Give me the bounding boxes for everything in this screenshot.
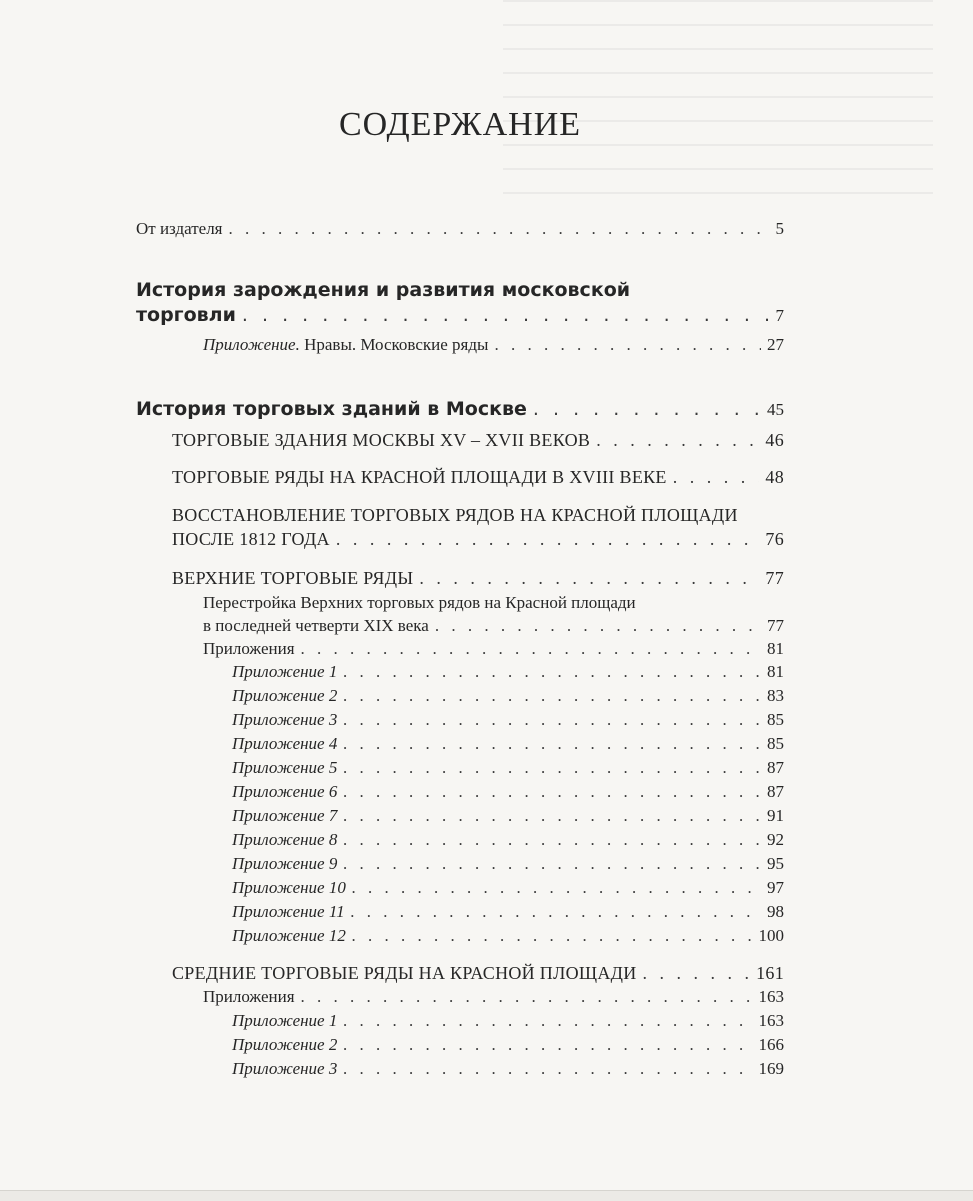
toc-entry-page: 85 <box>767 734 784 753</box>
toc-entry-trade-history[interactable] <box>136 303 784 328</box>
leader-dots <box>336 527 760 551</box>
toc-entry-label: От издателя <box>136 219 223 238</box>
toc-entry-appendix-5[interactable] <box>232 756 784 780</box>
leader-dots <box>343 1057 752 1081</box>
toc-entry-page: 87 <box>767 782 784 801</box>
toc-entry-appendix-6[interactable] <box>232 780 784 804</box>
toc-entry-label: Приложение 10 <box>232 878 346 897</box>
toc-entry-appendix-11[interactable] <box>232 900 784 924</box>
leader-dots <box>643 961 751 985</box>
toc-entry-page: 87 <box>767 758 784 777</box>
toc-entry-appendix-9[interactable] <box>232 852 784 876</box>
leader-dots <box>352 924 753 948</box>
leader-dots <box>419 566 759 590</box>
toc-entry-label: Приложение 9 <box>232 854 338 873</box>
toc-entry-page: 91 <box>767 806 784 825</box>
toc-entry-middle-appendix-1[interactable] <box>232 1009 784 1033</box>
toc-entry-page: 27 <box>767 335 784 354</box>
toc-entry-appendices-middle[interactable] <box>203 985 784 1009</box>
toc-entry-label: Приложение 1 <box>232 662 338 681</box>
leader-dots <box>343 1033 752 1057</box>
toc-entry-label: Приложение 2 <box>232 1035 338 1054</box>
toc-entry-page: 77 <box>765 568 784 588</box>
toc-entry-page: 85 <box>767 710 784 729</box>
toc-entry-restoration[interactable] <box>172 527 784 551</box>
toc-entry-label: ТОРГОВЫЕ РЯДЫ НА КРАСНОЙ ПЛОЩАДИ В XVIII ВЕКЕ <box>172 467 667 487</box>
toc-entry-appendix-8[interactable] <box>232 828 784 852</box>
toc-entry-page: 163 <box>758 987 784 1006</box>
leader-dots <box>494 333 761 357</box>
leader-dots <box>533 397 761 421</box>
toc-entry-page: 5 <box>775 219 784 238</box>
toc-entry-label: ВЕРХНИЕ ТОРГОВЫЕ РЯДЫ <box>172 568 414 588</box>
toc-entry-page: 98 <box>767 902 784 921</box>
toc-entry-page: 97 <box>767 878 784 897</box>
leader-dots <box>343 684 761 708</box>
toc-entry-label: СРЕДНИЕ ТОРГОВЫЕ РЯДЫ НА КРАСНОЙ ПЛОЩАДИ <box>172 963 637 983</box>
toc-entry-page: 77 <box>767 616 784 635</box>
toc-entry-label: Нравы. Московские ряды <box>304 335 489 354</box>
toc-heading-trade-history-line1 <box>136 277 756 303</box>
leader-dots <box>343 1009 752 1033</box>
toc-entry-label: Приложение 4 <box>232 734 338 753</box>
toc-entry-appendix-4[interactable] <box>232 732 784 756</box>
leader-dots <box>352 876 761 900</box>
toc-entry-page: 92 <box>767 830 784 849</box>
toc-entry-label-line1: История зарождения и развития московской <box>136 279 631 301</box>
toc-entry-label-line1: ВОССТАНОВЛЕНИЕ ТОРГОВЫХ РЯДОВ НА КРАСНОЙ ПЛОЩАДИ <box>172 505 738 525</box>
toc-entry-page: 161 <box>756 963 784 983</box>
leader-dots <box>343 708 761 732</box>
toc-entry-rebuilding-line1 <box>203 591 763 615</box>
toc-entry-appendices-upper[interactable] <box>203 637 784 661</box>
toc-entry-page: 163 <box>758 1011 784 1030</box>
toc-entry-page: 100 <box>758 926 784 945</box>
toc-entry-middle-rows[interactable] <box>172 961 784 985</box>
toc-entry-buildings-xv-xvii[interactable] <box>172 428 784 452</box>
toc-entry-rebuilding[interactable] <box>203 614 784 638</box>
toc-entry-label: ТОРГОВЫЕ ЗДАНИЯ МОСКВЫ XV – XVII ВЕКОВ <box>172 430 591 450</box>
toc-entry-label: Приложение 1 <box>232 1011 338 1030</box>
page-edge <box>0 1190 973 1201</box>
toc-entry-page: 81 <box>767 662 784 681</box>
toc-entry-page: 45 <box>767 400 784 419</box>
toc-entry-label-line2: в последней четверти XIX века <box>203 616 429 635</box>
leader-dots <box>343 828 761 852</box>
toc-entry-label-line2: торговли <box>136 304 236 326</box>
leader-dots <box>343 780 761 804</box>
toc-entry-label: Приложения <box>203 639 295 658</box>
toc-entry-rows-xviii[interactable] <box>172 465 784 489</box>
toc-entry-appendix-morals[interactable] <box>203 333 784 357</box>
toc-entry-appendix-7[interactable] <box>232 804 784 828</box>
toc-entry-page: 81 <box>767 639 784 658</box>
leader-dots <box>351 900 761 924</box>
toc-entry-middle-appendix-2[interactable] <box>232 1033 784 1057</box>
toc-entry-label: Приложение 6 <box>232 782 338 801</box>
leader-dots <box>673 465 760 489</box>
page-title: СОДЕРЖАНИЕ <box>338 106 582 143</box>
toc-entry-upper-rows[interactable] <box>172 566 784 590</box>
show-through-text <box>503 0 933 200</box>
toc-entry-page: 76 <box>765 529 784 549</box>
toc-entry-label: Приложение 2 <box>232 686 338 705</box>
leader-dots <box>343 660 761 684</box>
leader-dots <box>343 804 761 828</box>
leader-dots <box>343 852 761 876</box>
leader-dots <box>301 637 761 661</box>
toc-entry-middle-appendix-3[interactable] <box>232 1057 784 1081</box>
toc-entry-label: Приложение 3 <box>232 710 338 729</box>
toc-entry-label: Приложение 12 <box>232 926 346 945</box>
toc-entry-page: 95 <box>767 854 784 873</box>
toc-entry-appendix-1[interactable] <box>232 660 784 684</box>
toc-entry-label: Приложения <box>203 987 295 1006</box>
toc-entry-label: История торговых зданий в Москве <box>136 398 527 420</box>
toc-entry-label-line1: Перестройка Верхних торговых рядов на Красной площади <box>203 593 636 612</box>
toc-entry-page: 7 <box>775 306 784 325</box>
toc-entry-page: 169 <box>758 1059 784 1078</box>
leader-dots <box>301 985 753 1009</box>
toc-entry-appendix-2[interactable] <box>232 684 784 708</box>
toc-entry-appendix-12[interactable] <box>232 924 784 948</box>
leader-dots <box>343 732 761 756</box>
toc-entry-prefix: Приложение. <box>203 335 300 354</box>
toc-entry-label: Приложение 11 <box>232 902 345 921</box>
toc-entry-restoration-line1 <box>172 503 772 527</box>
toc-entry-label: Приложение 8 <box>232 830 338 849</box>
toc-entry-label: Приложение 5 <box>232 758 338 777</box>
toc-entry-label-line2: ПОСЛЕ 1812 ГОДА <box>172 529 330 549</box>
toc-entry-label: Приложение 3 <box>232 1059 338 1078</box>
leader-dots <box>435 614 761 638</box>
toc-entry-buildings-history[interactable] <box>136 397 784 422</box>
leader-dots <box>229 217 770 241</box>
toc-entry-from-publisher[interactable] <box>136 217 784 241</box>
toc-entry-page: 48 <box>765 467 784 487</box>
toc-entry-appendix-3[interactable] <box>232 708 784 732</box>
leader-dots <box>242 303 770 327</box>
toc-entry-appendix-10[interactable] <box>232 876 784 900</box>
leader-dots <box>343 756 761 780</box>
toc-entry-page: 166 <box>758 1035 784 1054</box>
leader-dots <box>596 428 759 452</box>
toc-entry-label: Приложение 7 <box>232 806 338 825</box>
toc-entry-page: 83 <box>767 686 784 705</box>
toc-entry-page: 46 <box>765 430 784 450</box>
